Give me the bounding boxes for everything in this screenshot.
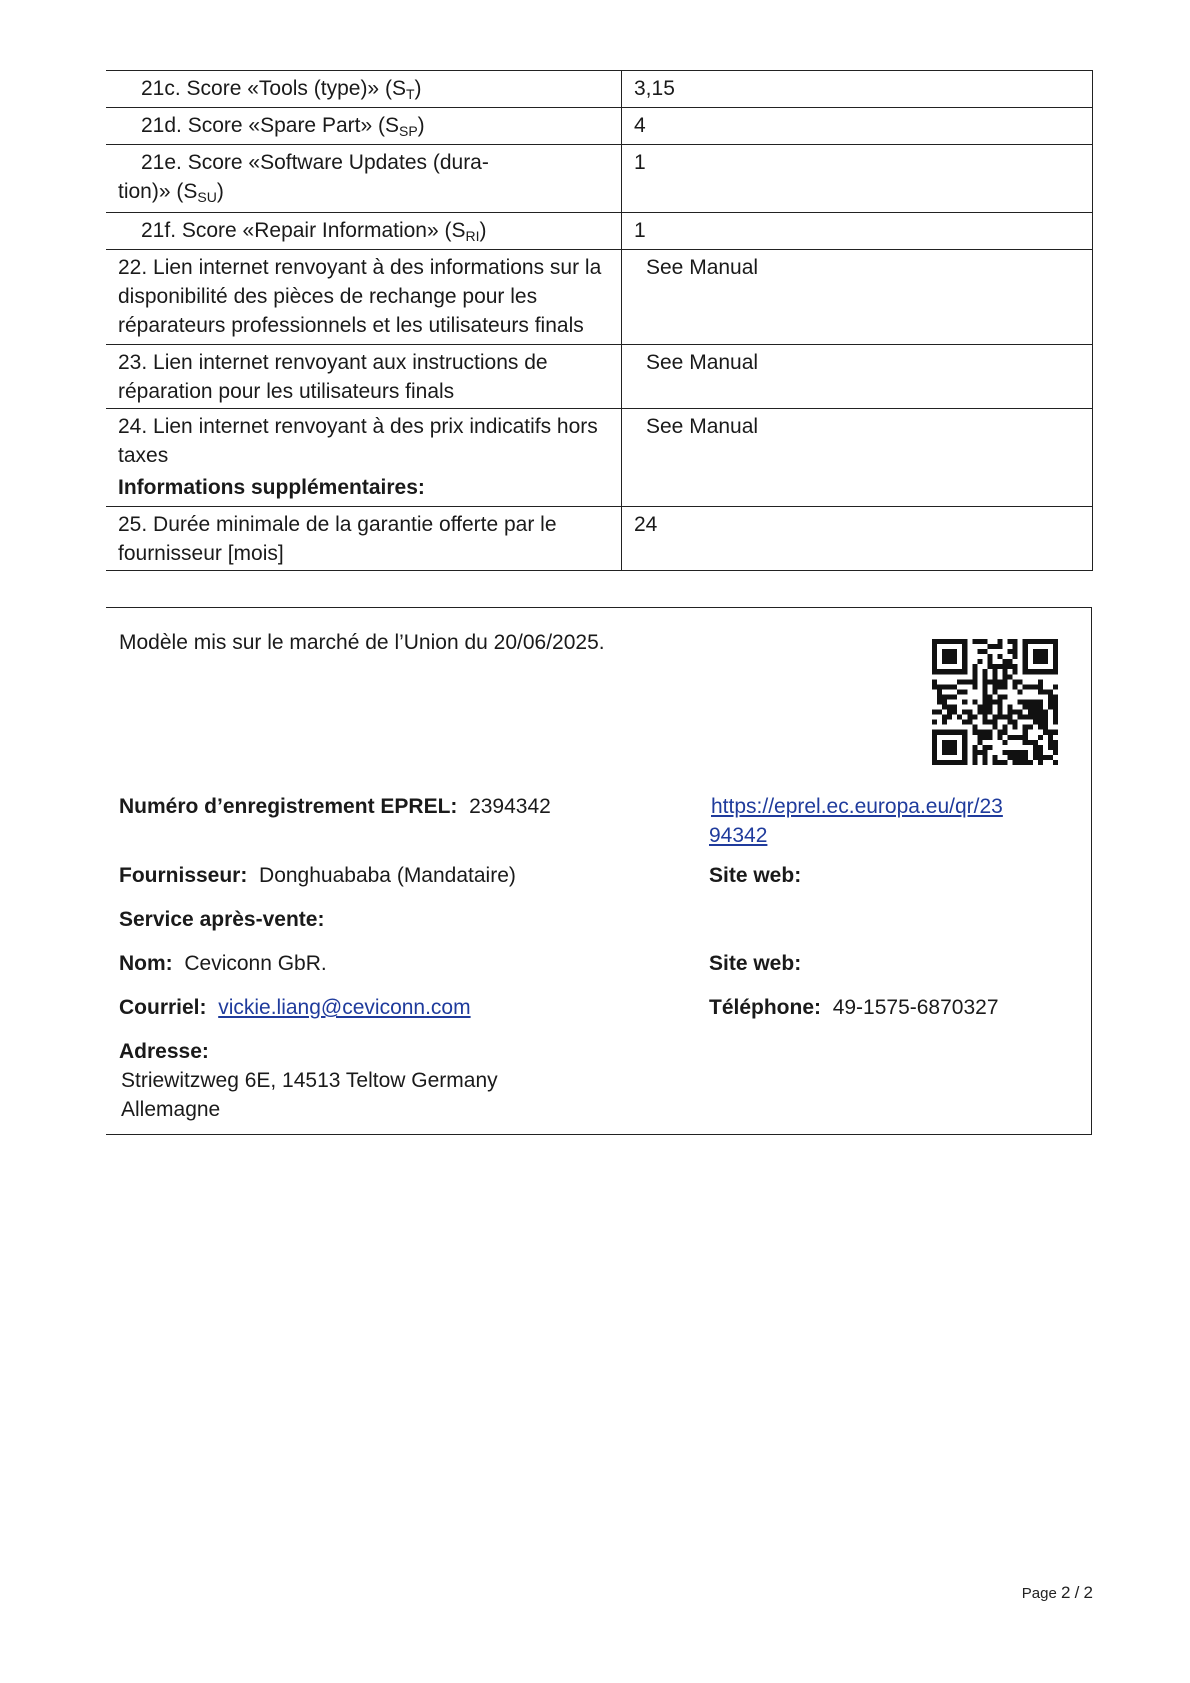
eprel-number — [119, 792, 551, 821]
row-value: See Manual — [622, 345, 1093, 409]
page-number — [1022, 1578, 1093, 1608]
supplier-label: Fournisseur: — [119, 864, 248, 887]
row-label: 21c. Score «Tools (type)» $(S_T)$ — [106, 71, 622, 108]
website-label-service: Site web: — [709, 952, 802, 975]
page-prefix: Page — [1021, 1585, 1057, 1602]
name-label: Nom: — [119, 952, 173, 975]
table-row — [106, 71, 1093, 108]
row-label: 21f. Score «Repair Information» $(S_{RI})$ — [106, 213, 622, 250]
phone-value: 49-1575-6870327 — [832, 996, 999, 1019]
eprel-value: 2394342 — [469, 795, 551, 818]
table-row — [106, 250, 1093, 345]
row-value: 24 — [622, 507, 1093, 571]
repairability-table — [106, 70, 1093, 571]
table-row — [106, 345, 1093, 409]
supplier-value: Donghuababa (Mandataire) — [259, 864, 516, 887]
phone-line — [709, 993, 999, 1022]
row-label: 23. Lien internet renvoyant aux instructions de réparation pour les utilisateurs finals — [106, 345, 622, 409]
address-label: Adresse: — [119, 1040, 209, 1063]
email-label: Courriel: — [119, 996, 207, 1019]
address-line2: Allemagne — [121, 1098, 221, 1121]
table-row — [106, 409, 1093, 472]
table-row — [106, 213, 1093, 250]
row-label: 21e. Score «Software Updates (dura- tion)» $(S_{SU})$ — [106, 145, 622, 213]
email-line — [119, 993, 471, 1022]
row-value: 4 — [622, 108, 1093, 145]
supplier-line — [119, 861, 516, 890]
row-value: See Manual — [622, 250, 1093, 345]
eprel-link-line1[interactable]: https://eprel.ec.europa.eu/qr/23 — [711, 795, 1003, 818]
section-heading: Informations supplémentaires: — [106, 471, 622, 507]
page-total: 2 — [1083, 1583, 1093, 1602]
table-row — [106, 471, 1093, 507]
row-label: 21d. Score «Spare Part» $(S_{SP})$ — [106, 108, 622, 145]
row-value: See Manual — [622, 409, 1093, 472]
eprel-link[interactable] — [709, 792, 1003, 850]
eprel-label: Numéro d’enregistrement EPREL: — [119, 795, 458, 818]
eprel-link-line2[interactable]: 94342 — [709, 824, 768, 847]
table-row — [106, 507, 1093, 571]
table-row — [106, 108, 1093, 145]
row-value: 1 — [622, 213, 1093, 250]
page-separator: / — [1074, 1583, 1080, 1602]
supplier-info-box — [106, 607, 1092, 1135]
name-value: Ceviconn GbR. — [184, 952, 327, 975]
row-value — [622, 471, 1093, 507]
row-label: 22. Lien internet renvoyant à des informations sur la disponibilité des pièces de rechange pour les réparateurs professionnels et les utilisateurs finals — [106, 250, 622, 345]
page-current: 2 — [1060, 1583, 1071, 1602]
website-label: Site web: — [709, 864, 802, 887]
row-value: 1 — [622, 145, 1093, 213]
after-sales-heading: Service après-vente: — [119, 908, 325, 931]
email-link[interactable]: vickie.liang@ceviconn.com — [218, 996, 471, 1019]
qr-code-icon[interactable] — [932, 639, 1058, 765]
name-line — [119, 949, 327, 978]
row-label: 24. Lien internet renvoyant à des prix indicatifs hors taxes — [106, 409, 622, 472]
row-value: 3,15 — [622, 71, 1093, 108]
market-date-text: Modèle mis sur le marché de l’Union du 20/06/2025. — [119, 631, 605, 654]
table-row — [106, 145, 1093, 213]
row-label: 25. Durée minimale de la garantie offerte par le fournisseur [mois] — [106, 507, 622, 571]
phone-label: Téléphone: — [709, 996, 822, 1019]
address-line1: Striewitzweg 6E, 14513 Teltow Germany — [121, 1069, 498, 1092]
